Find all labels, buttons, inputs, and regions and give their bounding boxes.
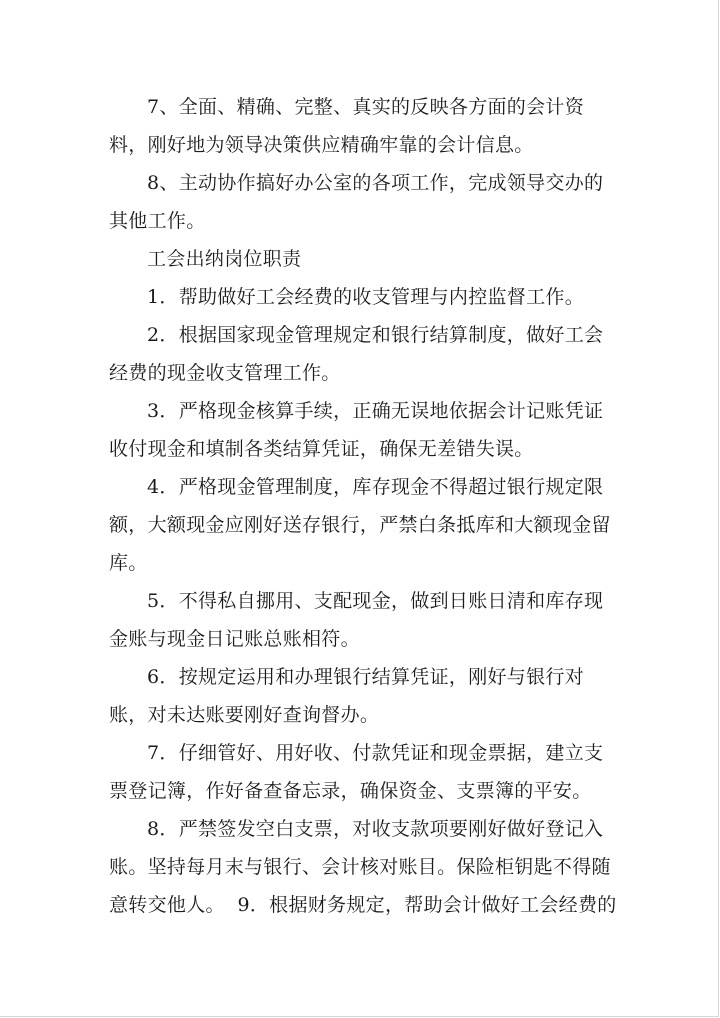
paragraph-duty-4: 4．严格现金管理制度，库存现金不得超过银行规定限额，大额现金应刚好送存银行，严禁白条抵库和大额现金留库。 <box>109 476 611 574</box>
paragraph-duty-1: 1．帮助做好工会经费的收支管理与内控监督工作。 <box>147 286 584 308</box>
paragraph-accounting-info: 7、全面、精确、完整、真实的反映各方面的会计资料，刚好地为领导决策供应精确牢靠的会计信息。 <box>109 96 584 156</box>
paragraph-duty-7: 7．仔细管好、用好收、付款凭证和现金票据，建立支票登记簿，作好备查备忘录，确保资金、支票簿的平安。 <box>109 742 604 802</box>
paragraph-duty-8-9: 8．严禁签发空白支票，对收支款项要刚好做好登记入账。坚持每月末与银行、会计核对账目。保险柜钥匙不得随意转交他人。 9．根据财务规定，帮助会计做好工会经费的 <box>109 818 617 916</box>
section-heading-cashier-duties: 工会出纳岗位职责 <box>147 248 302 270</box>
paragraph-duty-2: 2．根据国家现金管理规定和银行结算制度，做好工会经费的现金收支管理工作。 <box>109 324 604 384</box>
paragraph-duty-3: 3．严格现金核算手续，正确无误地依据会计记账凭证收付现金和填制各类结算凭证，确保无差错失误。 <box>109 400 604 460</box>
paragraph-duty-5: 5．不得私自挪用、支配现金，做到日账日清和库存现金账与现金日记账总账相符。 <box>109 590 604 650</box>
paragraph-duty-6: 6．按规定运用和办理银行结算凭证，刚好与银行对账，对未达账要刚好查询督办。 <box>109 666 584 726</box>
paragraph-office-work: 8、主动协作搞好办公室的各项工作，完成领导交办的其他工作。 <box>109 172 604 232</box>
document-body <box>109 88 619 924</box>
